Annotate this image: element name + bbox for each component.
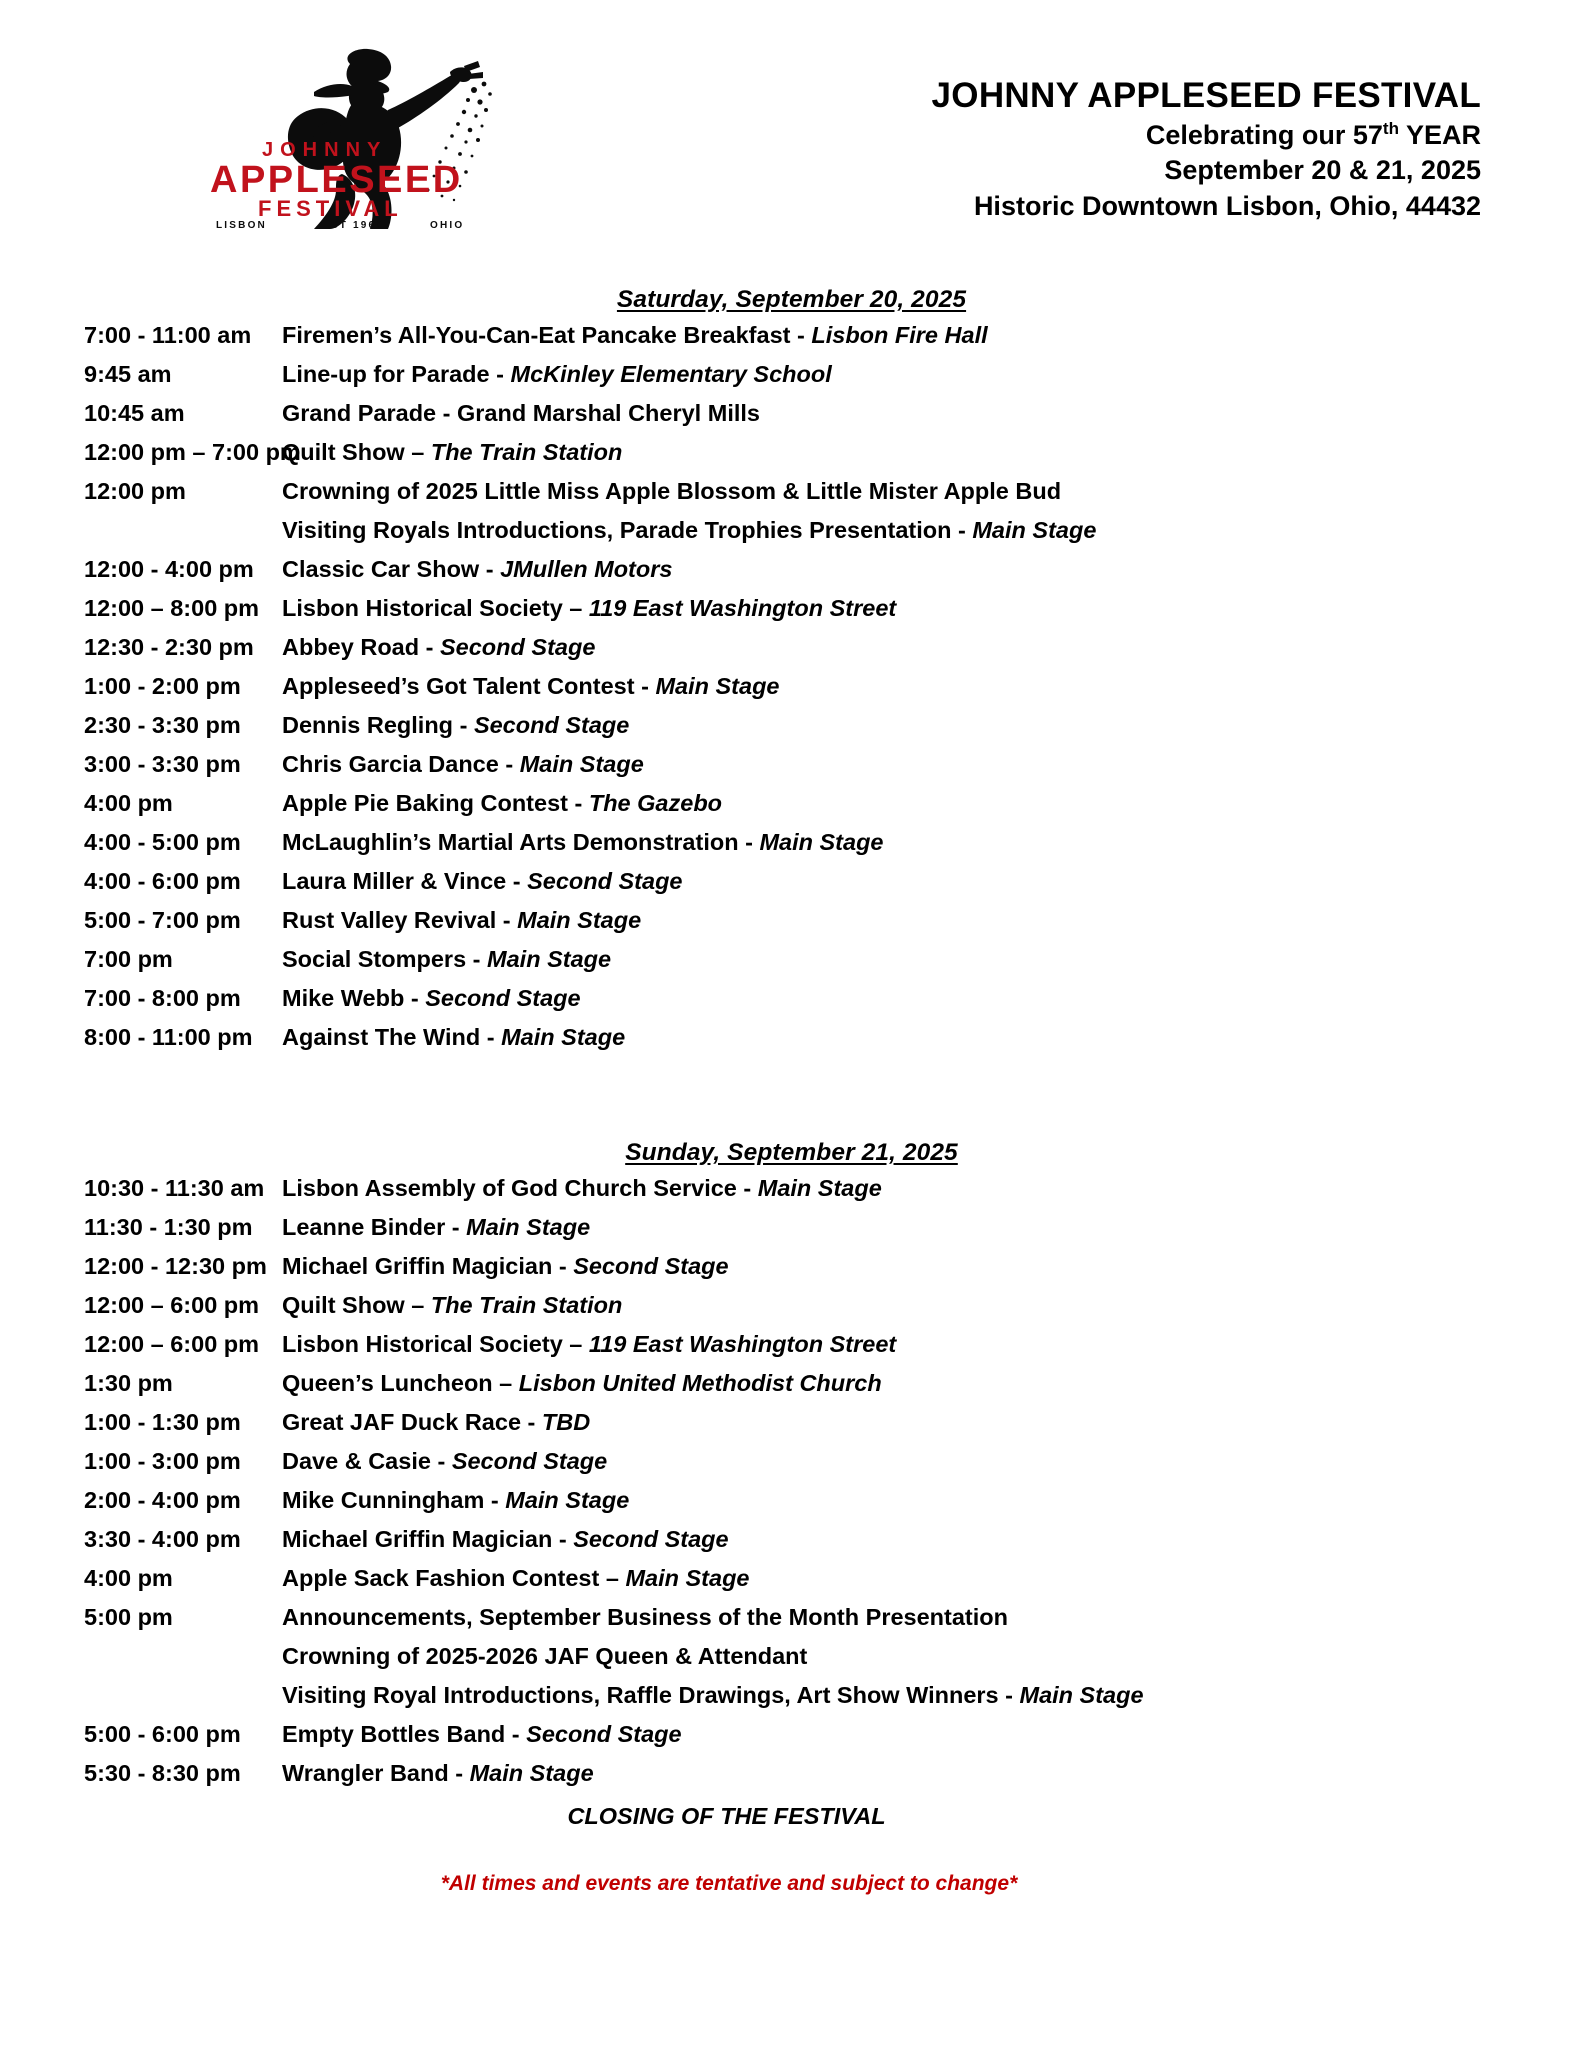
schedule-row-event — [282, 480, 1531, 504]
schedule-row-time: 12:00 pm — [84, 478, 186, 504]
schedule-row — [52, 402, 1531, 441]
schedule-row-event-venue: Main Stage — [505, 1487, 630, 1513]
schedule-row — [52, 948, 1531, 987]
schedule-row-event — [282, 714, 1531, 738]
logo-state-text: OHIO — [430, 220, 465, 229]
schedule-row-time: 2:00 - 4:00 pm — [84, 1487, 241, 1513]
schedule-row-event — [282, 1762, 1531, 1786]
schedule-row-time: 7:00 pm — [84, 946, 173, 972]
schedule-row — [52, 792, 1531, 831]
schedule-row-time: 2:30 - 3:30 pm — [84, 712, 241, 738]
schedule-row-event-description: Mike Cunningham - — [282, 1487, 506, 1513]
schedule-row-event-venue: The Gazebo — [588, 790, 723, 816]
schedule-row — [52, 324, 1531, 363]
schedule-row — [52, 480, 1531, 519]
sunday-schedule-list — [52, 1177, 1531, 1801]
celebrating-ordinal-suffix: th — [1382, 118, 1399, 138]
schedule-row-event — [282, 1528, 1531, 1552]
schedule-row-event — [282, 1489, 1531, 1513]
schedule-row — [52, 1606, 1531, 1645]
schedule-row-event — [282, 1177, 1531, 1201]
schedule-row — [52, 1333, 1531, 1372]
schedule-row-event-description: Great JAF Duck Race - — [282, 1409, 542, 1435]
header-title-block — [682, 44, 1531, 223]
saturday-schedule-list — [52, 324, 1531, 1065]
schedule-row-time: 5:30 - 8:30 pm — [84, 1760, 241, 1786]
schedule-row — [52, 1567, 1531, 1606]
schedule-row — [52, 1489, 1531, 1528]
schedule-row-event — [282, 1645, 1531, 1669]
schedule-row-event-venue: McKinley Elementary School — [510, 361, 832, 387]
schedule-row-event-description: Crowning of 2025-2026 JAF Queen & Attendant — [282, 1643, 808, 1669]
schedule-row-time: 3:30 - 4:00 pm — [84, 1526, 241, 1552]
schedule-row-event — [282, 909, 1531, 933]
logo-johnny-text: JOHNNY — [262, 139, 388, 161]
schedule-row — [52, 597, 1531, 636]
schedule-row-event-description: Crowning of 2025 Little Miss Apple Blossom & Little Mister Apple Bud — [282, 478, 1062, 504]
schedule-row-event-description: Leanne Binder - — [282, 1214, 467, 1240]
schedule-row — [52, 636, 1531, 675]
schedule-row-event — [282, 1216, 1531, 1240]
schedule-row-event — [282, 558, 1531, 582]
schedule-row-event — [282, 1294, 1531, 1318]
schedule-row-event — [282, 1411, 1531, 1435]
schedule-row-event-description: Wrangler Band - — [282, 1760, 470, 1786]
schedule-row — [52, 1684, 1531, 1723]
festival-location: Historic Downtown Lisbon, Ohio, 44432 — [973, 190, 1481, 221]
schedule-row-time: 5:00 - 6:00 pm — [84, 1721, 241, 1747]
schedule-row-event-description: Michael Griffin Magician - — [282, 1253, 574, 1279]
schedule-row-event-description: Visiting Royal Introductions, Raffle Drawings, Art Show Winners - — [282, 1682, 1020, 1708]
schedule-row-time: 11:30 - 1:30 pm — [84, 1214, 253, 1240]
schedule-row-event-description: Apple Sack Fashion Contest – — [282, 1565, 626, 1591]
page-title: JOHNNY APPLESEED FESTIVAL — [931, 76, 1481, 115]
schedule-row-time: 7:00 - 8:00 pm — [84, 985, 241, 1011]
schedule-row — [52, 1294, 1531, 1333]
schedule-row — [52, 1723, 1531, 1762]
schedule-row-event-venue: Main Stage — [759, 829, 884, 855]
schedule-row-event-description: Lisbon Historical Society – — [282, 1331, 589, 1357]
schedule-row-event — [282, 636, 1531, 660]
schedule-row-event-description: Empty Bottles Band - — [282, 1721, 527, 1747]
schedule-row-event-venue: Main Stage — [655, 673, 780, 699]
schedule-row-time: 5:00 pm — [84, 1604, 173, 1630]
schedule-row-event-description: Classic Car Show - — [282, 556, 501, 582]
schedule-row-event-description: Michael Griffin Magician - — [282, 1526, 574, 1552]
schedule-row-time: 12:00 pm – 7:00 pm — [84, 439, 301, 465]
schedule-row-event — [282, 987, 1531, 1011]
schedule-row-event-description: Apple Pie Baking Contest - — [282, 790, 589, 816]
closing-line: CLOSING OF THE FESTIVAL — [567, 1803, 886, 1829]
schedule-row-event — [282, 363, 1531, 387]
schedule-row-event-venue: Lisbon United Methodist Church — [518, 1370, 882, 1396]
schedule-row-event-venue: Second Stage — [451, 1448, 608, 1474]
schedule-row-time: 1:00 - 1:30 pm — [84, 1409, 241, 1435]
logo-appleseed-text: APPLESEED — [210, 159, 463, 201]
schedule-row-time: 5:00 - 7:00 pm — [84, 907, 241, 933]
schedule-row-time: 12:30 - 2:30 pm — [84, 634, 254, 660]
schedule-row-event — [282, 1450, 1531, 1474]
schedule-row — [52, 675, 1531, 714]
schedule-row — [52, 714, 1531, 753]
schedule-row — [52, 987, 1531, 1026]
schedule-row-time: 1:00 - 2:00 pm — [84, 673, 241, 699]
schedule-body — [0, 286, 1583, 1896]
schedule-row-event — [282, 1333, 1531, 1357]
schedule-row-event-venue: The Train Station — [430, 1292, 623, 1318]
schedule-row-event-description: Announcements, September Business of the Month Presentation — [282, 1604, 1008, 1630]
schedule-row-event-venue: TBD — [541, 1409, 591, 1435]
schedule-row-event-venue: Main Stage — [757, 1175, 882, 1201]
schedule-row-time: 4:00 pm — [84, 790, 173, 816]
schedule-row-time: 12:00 – 8:00 pm — [84, 595, 260, 621]
schedule-row-event — [282, 753, 1531, 777]
schedule-row-event-venue: Main Stage — [487, 946, 612, 972]
schedule-row-event — [282, 402, 1531, 426]
schedule-row-event-description: Laura Miller & Vince - — [282, 868, 528, 894]
schedule-row — [52, 1026, 1531, 1065]
festival-logo — [202, 44, 682, 229]
schedule-row-event — [282, 948, 1531, 972]
schedule-row-event-description: Grand Parade - Grand Marshal Cheryl Mills — [282, 400, 760, 426]
schedule-row-event-venue: Main Stage — [972, 517, 1097, 543]
day-heading-sunday: Sunday, September 21, 2025 — [625, 1139, 958, 1166]
celebrating-prefix: Celebrating our 57 — [1145, 119, 1383, 150]
schedule-row-time: 3:00 - 3:30 pm — [84, 751, 241, 777]
schedule-row-event-description: Against The Wind - — [282, 1024, 502, 1050]
schedule-row-event — [282, 831, 1531, 855]
disclaimer-note: *All times and events are tentative and subject to change* — [440, 1872, 1018, 1895]
schedule-row-event — [282, 1372, 1531, 1396]
schedule-row — [52, 1450, 1531, 1489]
schedule-row-event — [282, 597, 1531, 621]
schedule-row-event — [282, 792, 1531, 816]
schedule-row-event-venue: Main Stage — [519, 751, 644, 777]
schedule-row-time: 4:00 - 5:00 pm — [84, 829, 241, 855]
schedule-row — [52, 831, 1531, 870]
schedule-row-event-venue: Lisbon Fire Hall — [811, 322, 988, 348]
schedule-row — [52, 1177, 1531, 1216]
schedule-row — [52, 909, 1531, 948]
schedule-row — [52, 870, 1531, 909]
schedule-row-event — [282, 1255, 1531, 1279]
schedule-row-event-description: Rust Valley Revival - — [282, 907, 518, 933]
schedule-row-event-venue: 119 East Washington Street — [588, 595, 897, 621]
schedule-row — [52, 558, 1531, 597]
schedule-row-event-venue: Main Stage — [466, 1214, 591, 1240]
schedule-row-event — [282, 1684, 1531, 1708]
schedule-row — [52, 753, 1531, 792]
schedule-row — [52, 1372, 1531, 1411]
schedule-row-event-venue: 119 East Washington Street — [588, 1331, 897, 1357]
schedule-row-time: 4:00 - 6:00 pm — [84, 868, 241, 894]
page-header — [0, 0, 1583, 230]
schedule-row-time: 9:45 am — [84, 361, 172, 387]
schedule-row-time: 12:00 - 4:00 pm — [84, 556, 254, 582]
schedule-row — [52, 1216, 1531, 1255]
schedule-row-time: 10:45 am — [84, 400, 185, 426]
schedule-row — [52, 1645, 1531, 1684]
schedule-row-event — [282, 1567, 1531, 1591]
schedule-row — [52, 441, 1531, 480]
schedule-row-time: 7:00 - 11:00 am — [84, 322, 252, 348]
schedule-row-event-venue: Second Stage — [425, 985, 581, 1011]
schedule-row-event — [282, 870, 1531, 894]
schedule-row-event-description: Social Stompers - — [282, 946, 488, 972]
day-heading-saturday: Saturday, September 20, 2025 — [616, 286, 967, 313]
schedule-row-event-venue: Main Stage — [517, 907, 642, 933]
schedule-row-event-description: Quilt Show – — [282, 1292, 431, 1318]
schedule-row-event-venue: Second Stage — [439, 634, 596, 660]
schedule-row — [52, 1255, 1531, 1294]
schedule-row-time: 10:30 - 11:30 am — [84, 1175, 265, 1201]
logo-city-text: LISBON — [216, 220, 267, 229]
schedule-row — [52, 519, 1531, 558]
schedule-row-event — [282, 1723, 1531, 1747]
schedule-row — [52, 1528, 1531, 1567]
schedule-row-event-venue: Main Stage — [501, 1024, 626, 1050]
logo-established-text: EST 1968 — [322, 220, 385, 229]
schedule-row — [52, 363, 1531, 402]
schedule-row-event — [282, 1026, 1531, 1050]
schedule-row-event-venue: Second Stage — [526, 1721, 682, 1747]
schedule-row-event-description: McLaughlin’s Martial Arts Demonstration - — [282, 829, 760, 855]
schedule-row-event-description: Abbey Road - — [282, 634, 440, 660]
schedule-row-event — [282, 441, 1531, 465]
schedule-row — [52, 1411, 1531, 1450]
schedule-row-event-venue: Second Stage — [573, 1526, 729, 1552]
schedule-row — [52, 1762, 1531, 1801]
schedule-row-event-venue: JMullen Motors — [500, 556, 673, 582]
schedule-row-event-description: Chris Garcia Dance - — [282, 751, 520, 777]
schedule-row-event-venue: Main Stage — [469, 1760, 594, 1786]
schedule-row-event-description: Queen’s Luncheon – — [282, 1370, 519, 1396]
schedule-row-time: 12:00 - 12:30 pm — [84, 1253, 267, 1279]
celebrating-suffix: YEAR — [1398, 119, 1481, 150]
schedule-row-event — [282, 675, 1531, 699]
schedule-row-event — [282, 324, 1531, 348]
schedule-row-event-description: Line-up for Parade - — [282, 361, 511, 387]
schedule-row-event-description: Dave & Casie - — [282, 1448, 452, 1474]
schedule-row-event-description: Dennis Regling - — [282, 712, 474, 738]
schedule-row-event-description: Firemen’s All-You-Can-Eat Pancake Breakfast - — [282, 322, 812, 348]
schedule-row-event-description: Lisbon Historical Society – — [282, 595, 589, 621]
schedule-row-event-venue: Second Stage — [473, 712, 630, 738]
schedule-row-event-description: Appleseed’s Got Talent Contest - — [282, 673, 656, 699]
schedule-row-time: 4:00 pm — [84, 1565, 173, 1591]
schedule-row-time: 12:00 – 6:00 pm — [84, 1292, 260, 1318]
schedule-row-event-description: Mike Webb - — [282, 985, 426, 1011]
schedule-row-event-venue: Second Stage — [527, 868, 683, 894]
logo-festival-text: FESTIVAL — [258, 196, 403, 221]
appleseed-logo-graphic — [202, 44, 522, 229]
schedule-row-event-description: Quilt Show – — [282, 439, 431, 465]
schedule-row-time: 1:30 pm — [84, 1370, 173, 1396]
festival-dates: September 20 & 21, 2025 — [1164, 155, 1481, 186]
schedule-row-event — [282, 519, 1531, 543]
schedule-row-event-description: Lisbon Assembly of God Church Service - — [282, 1175, 758, 1201]
schedule-row-event-venue: The Train Station — [430, 439, 623, 465]
schedule-row-time: 1:00 - 3:00 pm — [84, 1448, 241, 1474]
schedule-row-event — [282, 1606, 1531, 1630]
celebrating-year-line — [682, 119, 1481, 152]
schedule-row-event-venue: Main Stage — [1019, 1682, 1144, 1708]
schedule-row-time: 12:00 – 6:00 pm — [84, 1331, 260, 1357]
schedule-row-event-venue: Main Stage — [625, 1565, 750, 1591]
schedule-row-event-description: Visiting Royals Introductions, Parade Trophies Presentation - — [282, 517, 973, 543]
schedule-row-event-venue: Second Stage — [573, 1253, 729, 1279]
schedule-row-time: 8:00 - 11:00 pm — [84, 1024, 253, 1050]
